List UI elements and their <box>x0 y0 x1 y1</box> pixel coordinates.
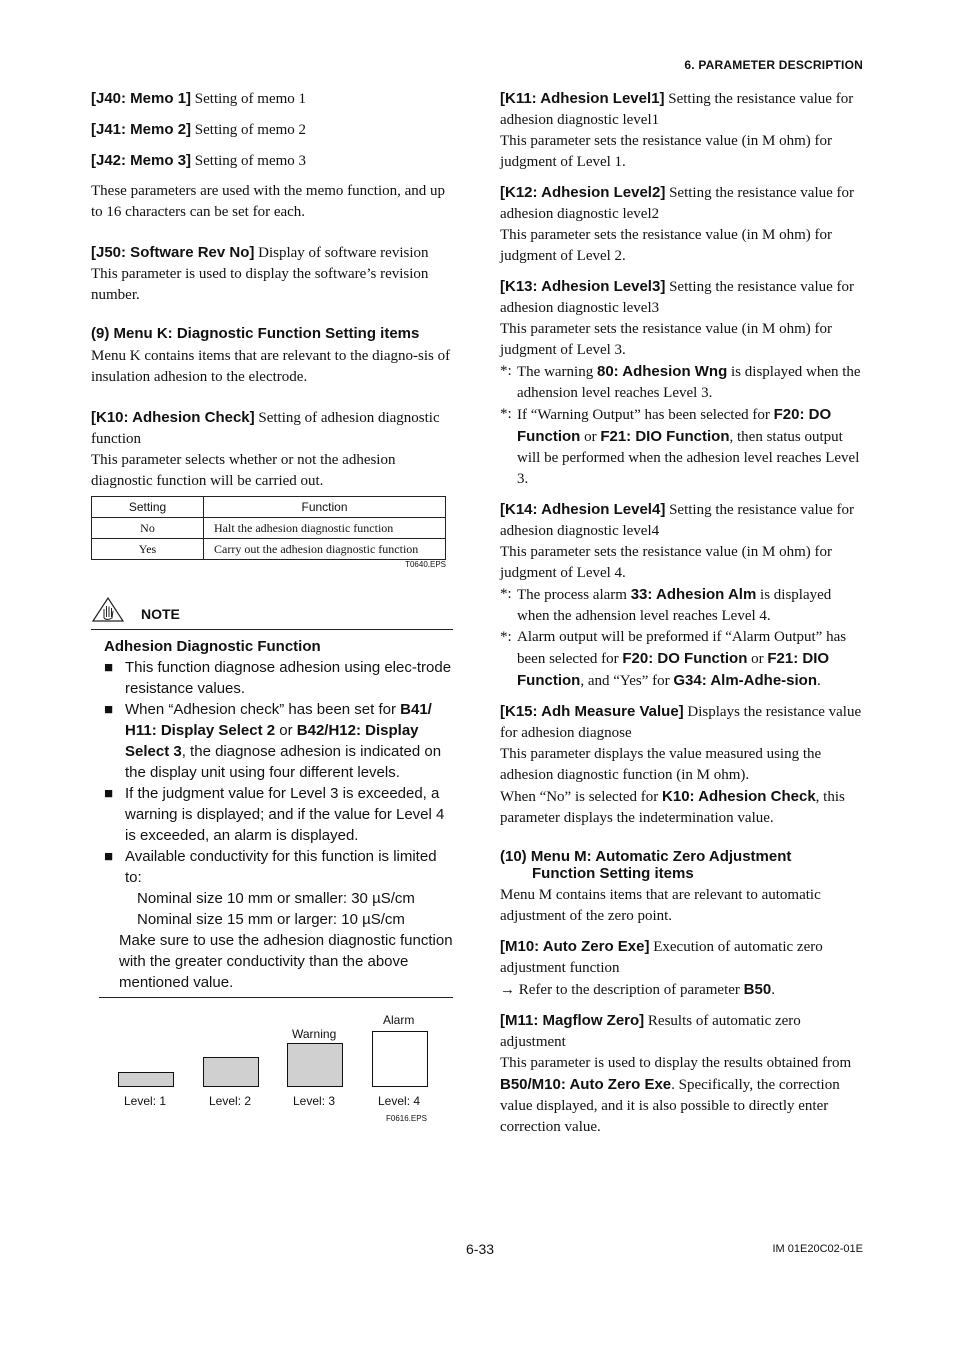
menu-m-description: Menu M contains items that are relevant to automatic adjustment of the zero point. <box>500 887 821 924</box>
nominal-size-2: Nominal size 15 mm or larger: 10 µS/cm <box>137 911 405 928</box>
document-number: IM 01E20C02-01E <box>772 1243 863 1255</box>
k13-note: *: The warning 80: Adhesion Wng is displayed when the adhension level reaches Level 3. <box>500 363 861 401</box>
memo-description: These parameters are used with the memo function, and up to 16 characters can be set for each. <box>91 183 446 220</box>
adhesion-check-table <box>91 496 446 560</box>
note-title: Adhesion Diagnostic Function <box>104 638 321 655</box>
k15-description-2: When “No” is selected for K10: Adhesion Check, this parameter displays the indetermination value. <box>500 788 845 826</box>
menu-k-description: Menu K contains items that are relevant to the diagno-sis of insulation adhesion to the electrode. <box>91 348 451 385</box>
param-j41: [J41: Memo 2] Setting of memo 2 <box>91 121 307 138</box>
param-k14: [K14: Adhesion Level4] Setting the resistance value for adhesion diagnostic level4 <box>500 501 855 539</box>
bullet-icon: ■ <box>104 701 114 718</box>
param-k13: [K13: Adhesion Level3] Setting the resistance value for adhesion diagnostic level3 <box>500 278 855 316</box>
k11-description: This parameter sets the resistance value (in M ohm) for judgment of Level 1. <box>500 133 832 170</box>
level-4-label: Level: 4 <box>378 1094 421 1108</box>
table-row <box>92 518 446 539</box>
k10-description: This parameter selects whether or not the adhesion diagnostic function will be carried out. <box>91 452 396 489</box>
menu-m-heading-2: Function Setting items <box>532 865 694 882</box>
param-k12: [K12: Adhesion Level2] Setting the resistance value for adhesion diagnostic level2 <box>500 184 855 222</box>
bullet-icon: ■ <box>104 659 114 676</box>
level-1-box <box>118 1072 174 1087</box>
left-column <box>91 88 453 1133</box>
nominal-size-1: Nominal size 10 mm or smaller: 30 µS/cm <box>137 890 415 907</box>
param-m11: [M11: Magflow Zero] Results of automatic zero adjustment <box>500 1012 801 1050</box>
param-k10: [K10: Adhesion Check] Setting of adhesion diagnostic function <box>91 409 440 447</box>
bullet-icon: ■ <box>104 785 114 802</box>
warning-label: Warning <box>292 1027 337 1041</box>
note-bullet: ■ When “Adhesion check” has been set for B41/ H11: Display Select 2 or B42/H12: Display Select 3, the diagnose adhesion is indicated on the display unit using four different levels. <box>104 701 442 781</box>
level-2-box <box>203 1057 259 1087</box>
note-box <box>91 594 453 998</box>
table-header: Setting <box>92 497 204 518</box>
k15-description: This parameter displays the value measured using the adhesion diagnostic function (in M ohm). <box>500 746 822 783</box>
table-cell: Halt the adhesion diagnostic function <box>204 518 446 539</box>
bullet-icon: ■ <box>104 848 114 865</box>
level-2-label: Level: 2 <box>209 1094 252 1108</box>
note-closing: Make sure to use the adhesion diagnostic function with the greater conductivity than the above mentioned value. <box>119 932 453 991</box>
table-row <box>92 539 446 560</box>
hand-warning-icon <box>91 597 125 623</box>
param-j50: [J50: Software Rev No] Display of software revision <box>91 244 429 261</box>
adhesion-level-figure <box>91 998 453 1133</box>
m10-reference: → Refer to the description of parameter B50. <box>500 981 775 998</box>
menu-k-heading: (9) Menu K: Diagnostic Function Setting items <box>91 325 420 342</box>
param-j42: [J42: Memo 3] Setting of memo 3 <box>91 152 307 169</box>
note-label: NOTE <box>141 606 180 622</box>
k14-note: *: Alarm output will be preformed if “Alarm Output” has been selected for F20: DO Function or F21: DIO Function, and “Yes” for G34: Alm-Adhe-sion. <box>500 629 847 689</box>
menu-m-heading: (10) Menu M: Automatic Zero Adjustment <box>500 848 792 865</box>
k13-description: This parameter sets the resistance value (in M ohm) for judgment of Level 3. <box>500 321 832 358</box>
param-m10: [M10: Auto Zero Exe] Execution of automatic zero adjustment function <box>500 938 823 976</box>
note-body <box>99 636 453 998</box>
page-header: 6. PARAMETER DESCRIPTION <box>684 58 863 72</box>
k12-description: This parameter sets the resistance value (in M ohm) for judgment of Level 2. <box>500 227 832 264</box>
param-k11: [K11: Adhesion Level1] Setting the resistance value for adhesion diagnostic level1 <box>500 90 854 128</box>
note-header <box>91 594 453 630</box>
table-cell: Carry out the adhesion diagnostic function <box>204 539 446 560</box>
param-k15: [K15: Adh Measure Value] Displays the resistance value for adhesion diagnose <box>500 703 862 741</box>
m11-description: This parameter is used to display the results obtained from B50/M10: Auto Zero Exe. Specifically, the correction value displayed, and it is also possible to directly enter correction value. <box>500 1055 852 1135</box>
figure-eps-label: F0616.EPS <box>386 1114 427 1123</box>
j50-description: This parameter is used to display the software’s revision number. <box>91 266 429 303</box>
right-column <box>500 88 866 1138</box>
table-header: Function <box>204 497 446 518</box>
k14-description: This parameter sets the resistance value (in M ohm) for judgment of Level 4. <box>500 544 832 581</box>
table-cell: Yes <box>92 539 204 560</box>
level-3-label: Level: 3 <box>293 1094 336 1108</box>
page-number: 6-33 <box>466 1241 495 1257</box>
note-bullet: ■ If the judgment value for Level 3 is exceeded, a warning is displayed; and if the value for Level 4 is exceeded, an alarm is displayed. <box>104 785 445 844</box>
table-eps-label: T0640.EPS <box>405 560 446 569</box>
level-3-box <box>287 1043 343 1087</box>
note-bullet: ■ Available conductivity for this function is limited to: <box>104 848 437 886</box>
level-1-label: Level: 1 <box>124 1094 167 1108</box>
table-cell: No <box>92 518 204 539</box>
k14-note: *: The process alarm 33: Adhesion Alm is displayed when the adhension level reaches Level 4. <box>500 586 832 624</box>
table-header-row <box>92 497 446 518</box>
alarm-label: Alarm <box>383 1013 415 1027</box>
param-j40: [J40: Memo 1] Setting of memo 1 <box>91 90 307 107</box>
k13-note: *: If “Warning Output” has been selected for F20: DO Function or F21: DIO Function, then status output will be performed when the adhesion level reaches Level 3. <box>500 406 860 487</box>
note-bullet: ■ This function diagnose adhesion using elec-trode resistance values. <box>104 659 452 697</box>
level-4-box <box>372 1031 428 1087</box>
